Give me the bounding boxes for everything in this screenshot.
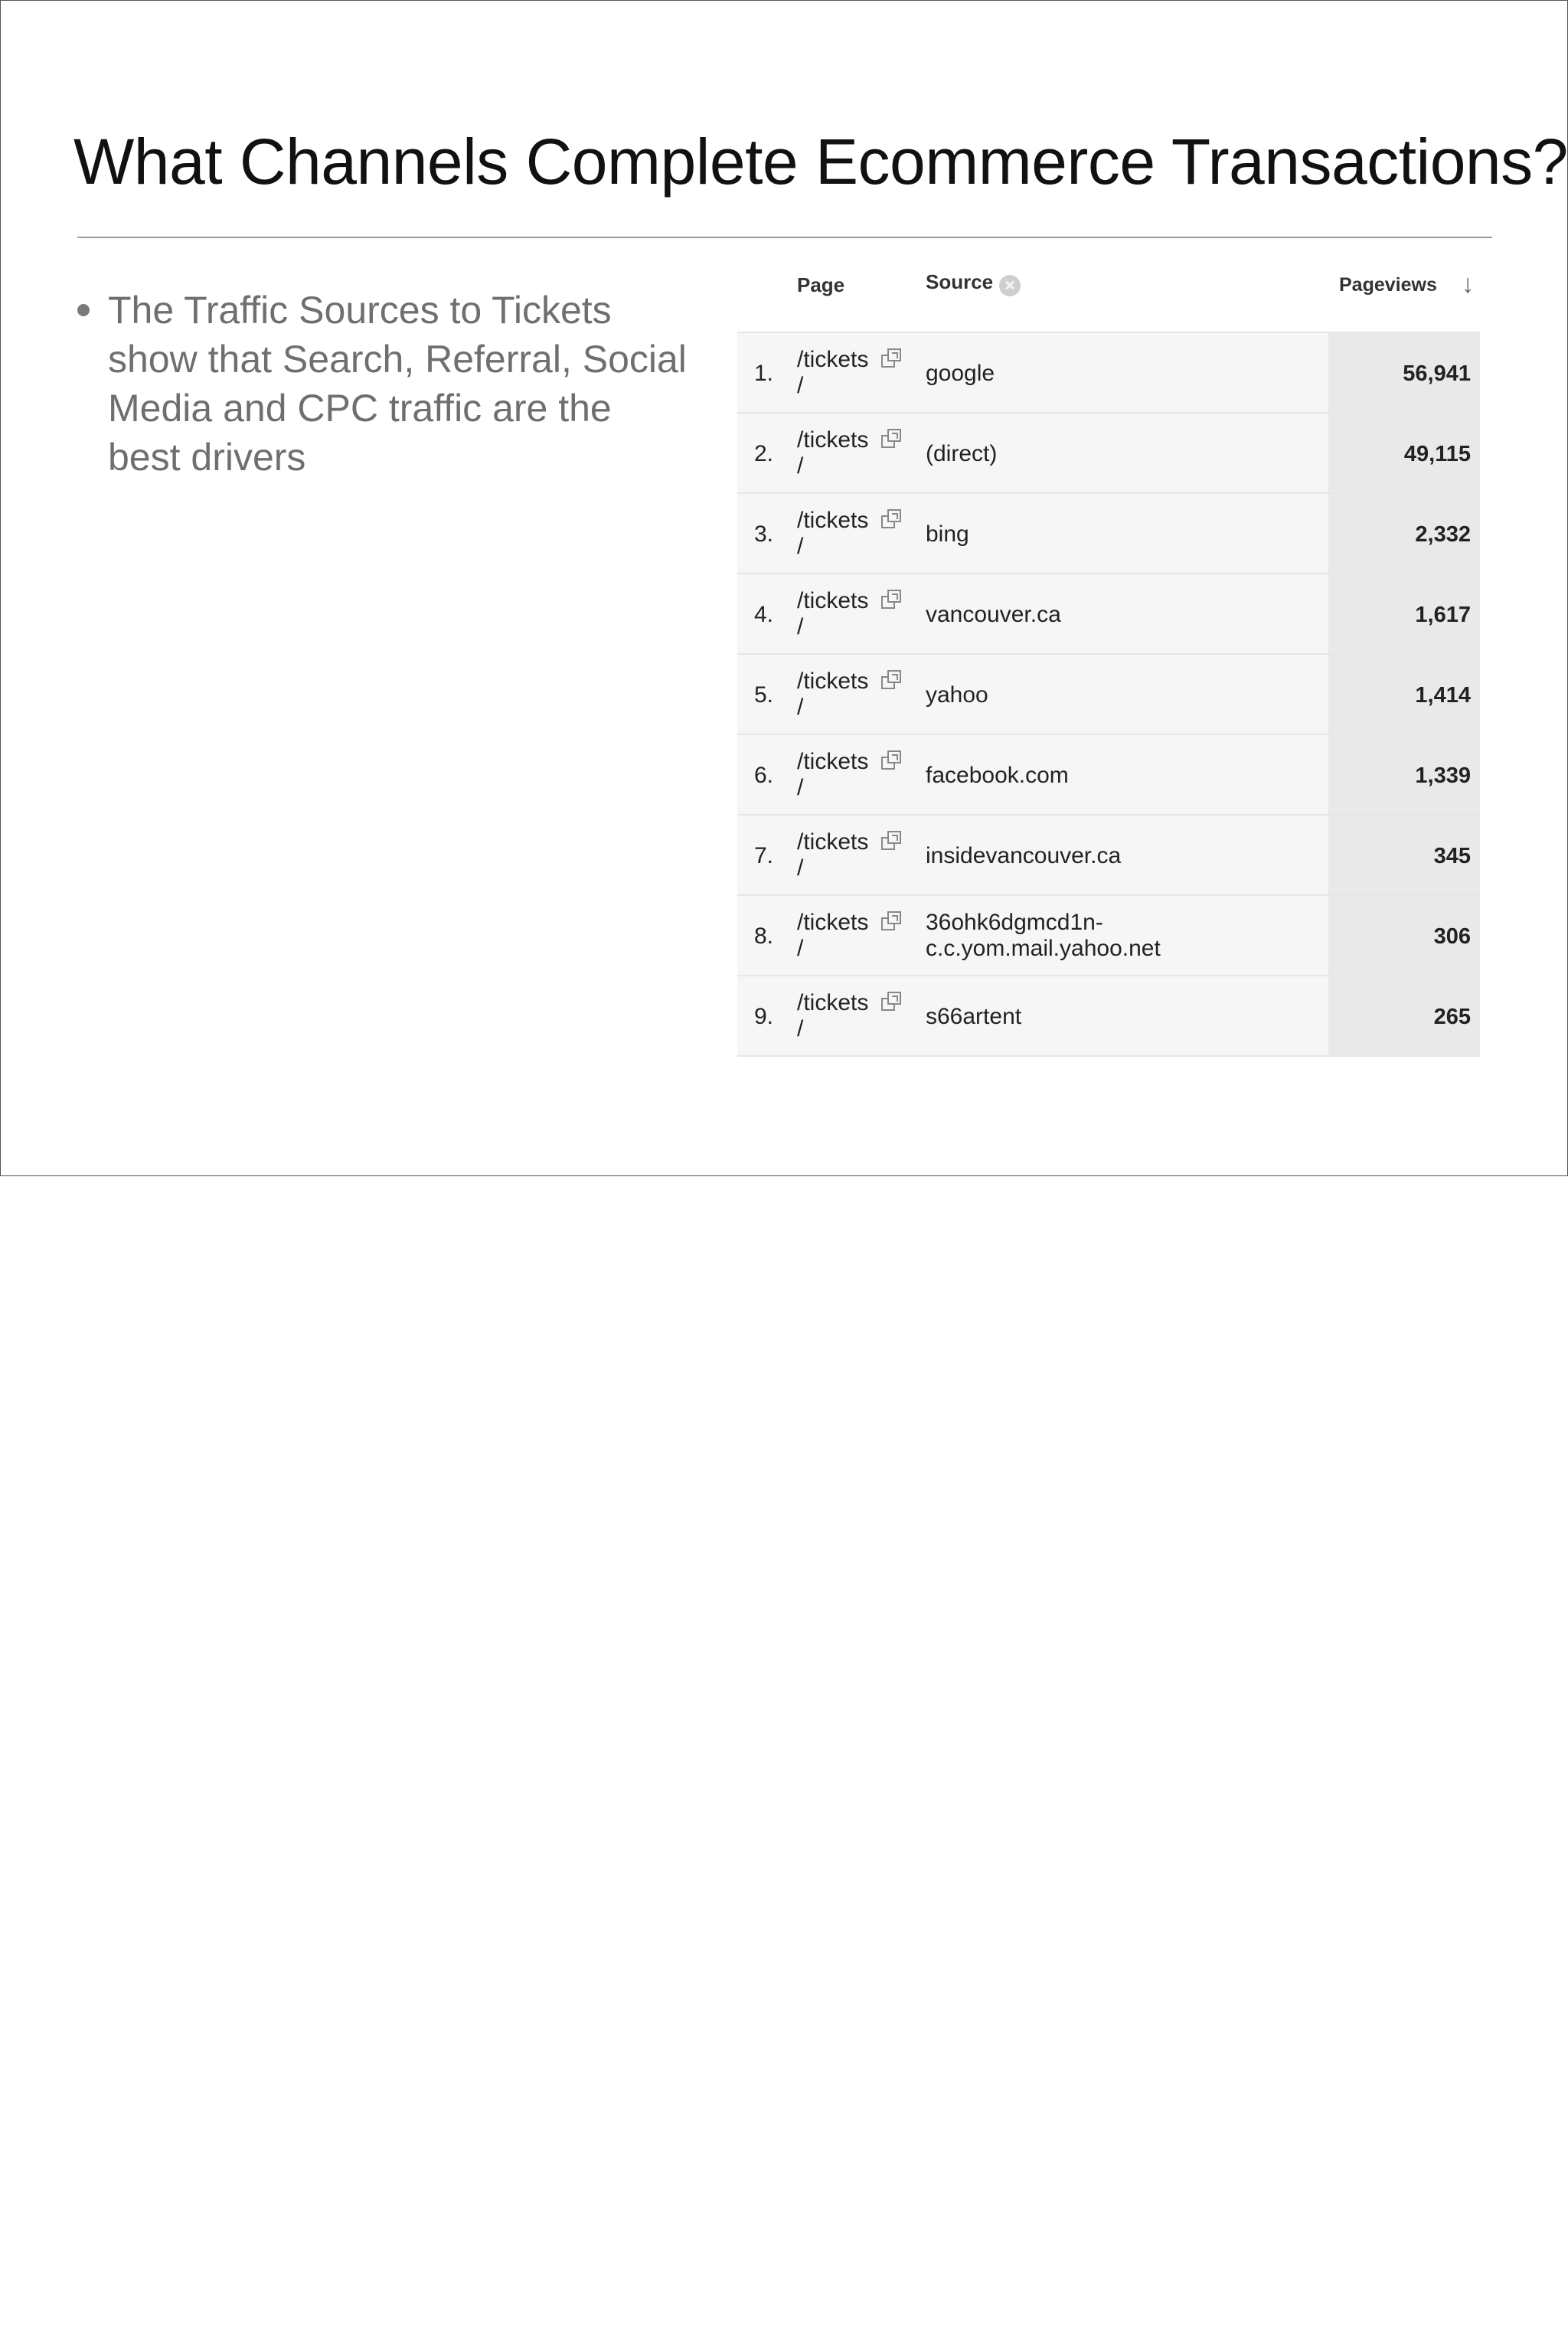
source-value: 36ohk6dgmcd1n- c.c.yom.mail.yahoo.net (926, 910, 1161, 961)
table-row[interactable] (737, 735, 1480, 816)
external-link-icon[interactable] (881, 348, 901, 367)
row-number: 7. (754, 843, 774, 868)
page-link[interactable]: /tickets / (797, 588, 869, 639)
row-number: 4. (754, 602, 774, 627)
pageviews-value: 1,617 (1415, 603, 1471, 627)
source-value: bing (926, 521, 969, 547)
source-value: insidevancouver.ca (926, 843, 1122, 868)
row-number: 1. (754, 361, 774, 386)
page-link[interactable]: /tickets / (797, 427, 869, 479)
slide-title: What Channels Complete Ecommerce Transactions? (74, 126, 1568, 198)
pageviews-value: 306 (1433, 924, 1471, 949)
row-number: 8. (754, 924, 774, 949)
source-value: s66artent (926, 1004, 1022, 1029)
source-value: yahoo (926, 682, 988, 708)
table-row[interactable] (737, 332, 1480, 414)
pageviews-value: 1,414 (1415, 683, 1471, 708)
page-link[interactable]: /tickets / (797, 669, 869, 720)
bullet-dot-icon (77, 304, 90, 316)
table-row[interactable] (737, 976, 1480, 1057)
column-header-pageviews[interactable]: Pageviews (1339, 274, 1437, 296)
column-header-page[interactable]: Page (797, 273, 845, 296)
bullet-text: The Traffic Sources to Tickets show that Search, Referral, Social Media and CPC traffic are the best drivers (108, 289, 687, 479)
row-number: 2. (754, 441, 774, 466)
external-link-icon[interactable] (881, 992, 901, 1010)
external-link-icon[interactable] (881, 429, 901, 447)
traffic-sources-table (737, 255, 1480, 1051)
pageviews-value: 49,115 (1403, 442, 1471, 466)
table-body (737, 332, 1480, 1057)
source-value: vancouver.ca (926, 602, 1061, 627)
title-divider (77, 237, 1492, 238)
row-number: 9. (754, 1004, 774, 1029)
table-row[interactable] (737, 816, 1480, 896)
table-row[interactable] (737, 574, 1480, 655)
table-row[interactable] (737, 896, 1480, 976)
clear-dimension-icon[interactable] (999, 275, 1021, 296)
external-link-icon[interactable] (881, 831, 901, 849)
row-number: 5. (754, 682, 774, 708)
external-link-icon[interactable] (881, 590, 901, 608)
external-link-icon[interactable] (881, 509, 901, 528)
column-header-source[interactable]: Source (926, 270, 994, 293)
pageviews-value: 265 (1433, 1005, 1471, 1029)
page-link[interactable]: /tickets / (797, 910, 869, 961)
source-value: facebook.com (926, 763, 1069, 788)
table-row[interactable] (737, 494, 1480, 574)
page-link[interactable]: /tickets / (797, 990, 869, 1041)
table-row[interactable] (737, 414, 1480, 494)
pageviews-value: 345 (1433, 844, 1471, 868)
page-link[interactable]: /tickets / (797, 829, 869, 881)
external-link-icon[interactable] (881, 750, 901, 769)
source-value: google (926, 361, 995, 386)
source-value: (direct) (926, 441, 998, 466)
pageviews-value: 1,339 (1415, 763, 1471, 788)
row-number: 6. (754, 763, 774, 788)
pageviews-value: 56,941 (1403, 361, 1471, 386)
table-row[interactable] (737, 655, 1480, 735)
page-link[interactable]: /tickets / (797, 508, 869, 559)
external-link-icon[interactable] (881, 670, 901, 688)
table-header (737, 255, 1480, 332)
external-link-icon[interactable] (881, 911, 901, 930)
page-link[interactable]: /tickets / (797, 347, 869, 398)
page-link[interactable]: /tickets / (797, 749, 869, 800)
pageviews-value: 2,332 (1415, 522, 1471, 547)
row-number: 3. (754, 521, 774, 547)
sort-descending-arrow-icon[interactable]: ↓ (1461, 270, 1475, 299)
